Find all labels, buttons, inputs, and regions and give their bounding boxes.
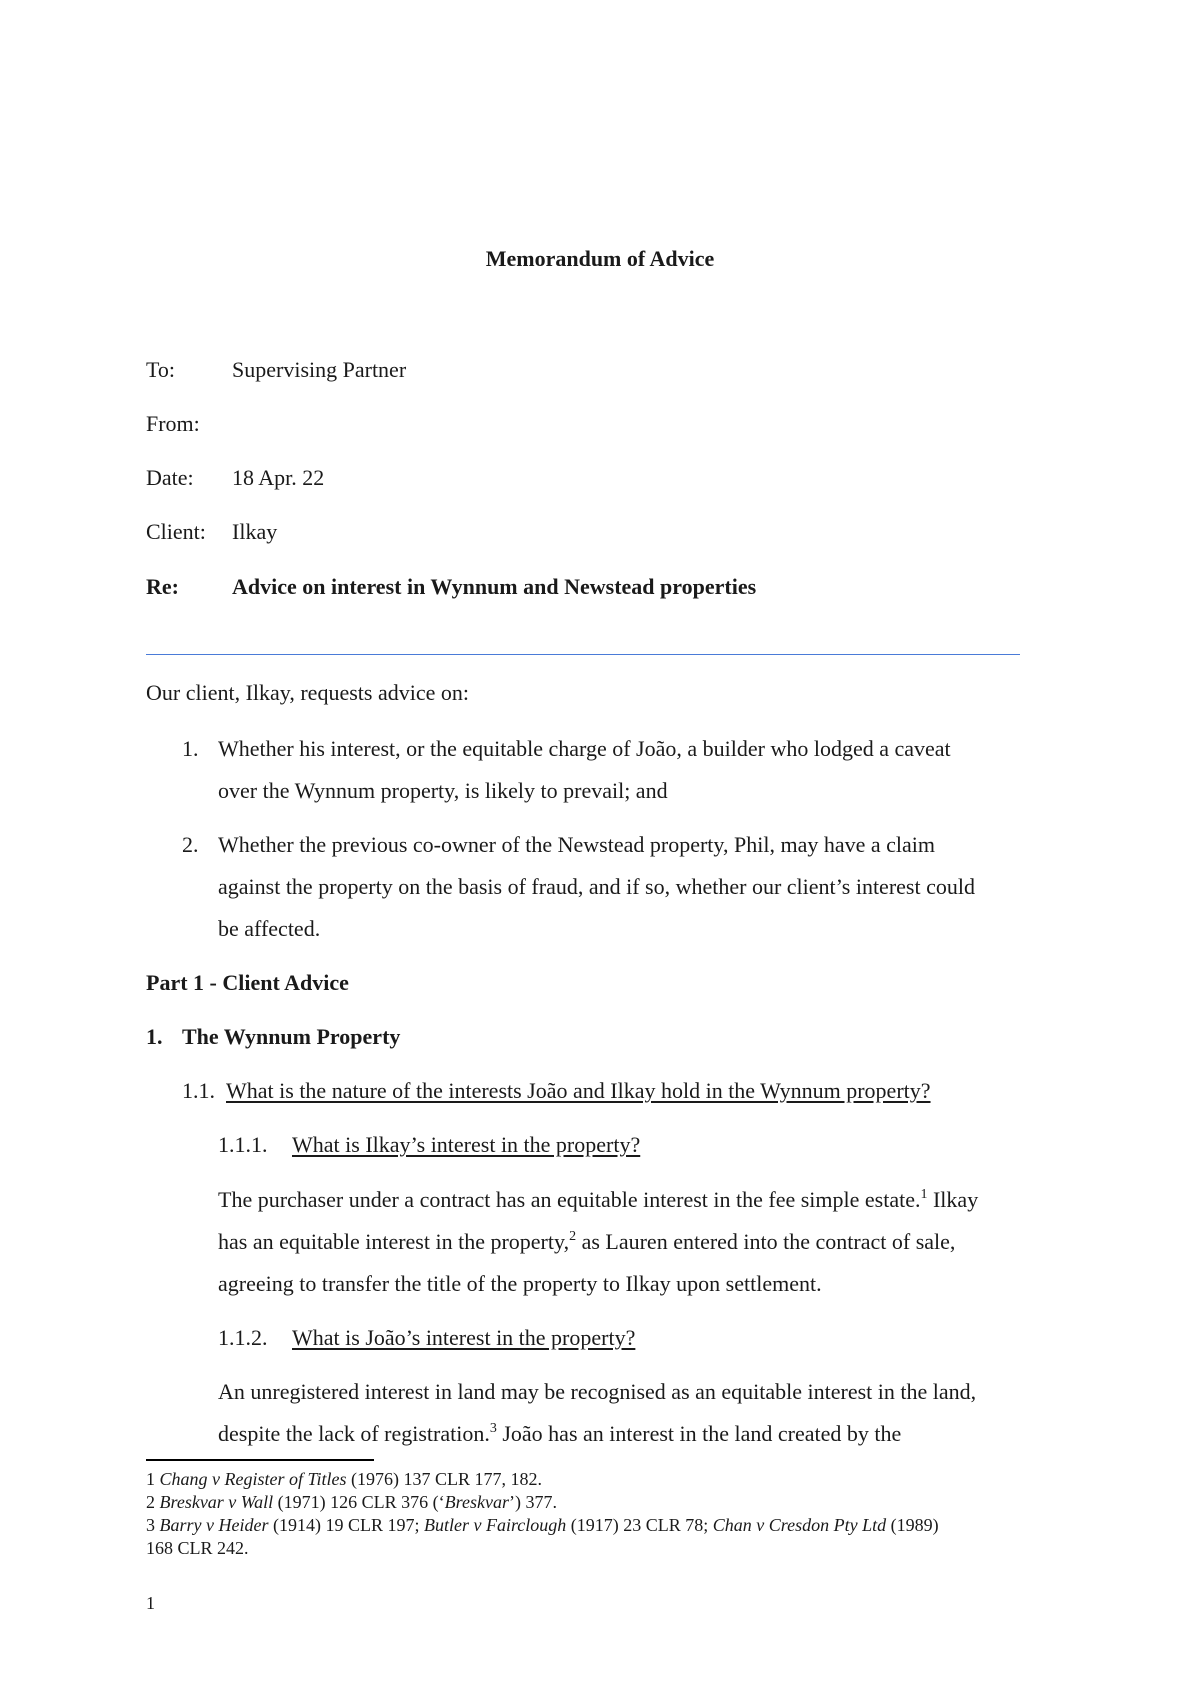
footnote-separator xyxy=(146,1459,374,1461)
memo-title: Memorandum of Advice xyxy=(485,246,715,271)
paragraph-joao-line-1: An unregistered interest in land may be recognised as an equitable interest in the land, xyxy=(218,1379,977,1404)
request-2-line-2: against the property on the basis of fraud, and if so, whether our client’s interest could xyxy=(218,874,975,899)
page-number: 1 xyxy=(146,1593,155,1613)
section-1-title: The Wynnum Property xyxy=(182,1024,401,1049)
re-value: Advice on interest in Wynnum and Newstead properties xyxy=(232,574,757,599)
footnote-ref-1[interactable]: 1 xyxy=(920,1187,928,1202)
subsection-1-1-title: What is the nature of the interests João and Ilkay hold in the Wynnum property? xyxy=(226,1078,931,1103)
request-1-line-1: Whether his interest, or the equitable charge of João, a builder who lodged a caveat xyxy=(218,736,951,761)
re-label: Re: xyxy=(146,574,179,599)
footnote-1: 1 Chang v Register of Titles (1976) 137 CLR 177, 182. xyxy=(146,1469,542,1489)
header-separator-rule xyxy=(146,654,1020,655)
request-1-number: 1. xyxy=(182,736,199,761)
paragraph-ilkay-line-3: agreeing to transfer the title of the property to Ilkay upon settlement. xyxy=(218,1271,822,1296)
footnote-ref-2[interactable]: 2 xyxy=(569,1229,577,1244)
date-label: Date: xyxy=(146,465,194,490)
date-value: 18 Apr. 22 xyxy=(232,465,325,490)
client-label: Client: xyxy=(146,519,206,544)
footnote-ref-3[interactable]: 3 xyxy=(489,1421,497,1436)
subsection-1-1-2-number: 1.1.2. xyxy=(218,1325,268,1350)
to-label: To: xyxy=(146,357,176,382)
footnote-2: 2 Breskvar v Wall (1971) 126 CLR 376 (‘Breskvar’) 377. xyxy=(146,1492,557,1512)
section-1-number: 1. xyxy=(146,1024,163,1049)
request-2-line-1: Whether the previous co-owner of the Newstead property, Phil, may have a claim xyxy=(218,832,935,857)
to-value: Supervising Partner xyxy=(232,357,407,382)
subsection-1-1-1-title: What is Ilkay’s interest in the property? xyxy=(292,1132,641,1157)
subsection-1-1-1-number: 1.1.1. xyxy=(218,1132,268,1157)
footnote-3-continuation: 168 CLR 242. xyxy=(146,1538,249,1558)
part-1-heading: Part 1 - Client Advice xyxy=(146,970,349,995)
subsection-1-1-2-title: What is João’s interest in the property? xyxy=(292,1325,636,1350)
request-1-line-2: over the Wynnum property, is likely to prevail; and xyxy=(218,778,668,803)
intro-paragraph: Our client, Ilkay, requests advice on: xyxy=(146,680,469,705)
client-value: Ilkay xyxy=(232,519,278,544)
footnote-3: 3 Barry v Heider (1914) 19 CLR 197; Butler v Fairclough (1917) 23 CLR 78; Chan v Cresdon Pty Ltd (1989) xyxy=(146,1515,939,1535)
paragraph-joao-line-2: despite the lack of registration.$^3$ João has an interest in the land created by the xyxy=(218,1421,902,1446)
request-2-number: 2. xyxy=(182,832,199,857)
paragraph-ilkay-line-1: The purchaser under a contract has an equitable interest in the fee simple estate.$^1$ Ilkay xyxy=(218,1187,979,1212)
paragraph-ilkay-line-2: has an equitable interest in the property,$^2$ as Lauren entered into the contract of sale, xyxy=(218,1229,956,1254)
from-label: From: xyxy=(146,411,200,436)
request-2-line-3: be affected. xyxy=(218,916,321,941)
subsection-1-1-number: 1.1. xyxy=(182,1078,215,1103)
